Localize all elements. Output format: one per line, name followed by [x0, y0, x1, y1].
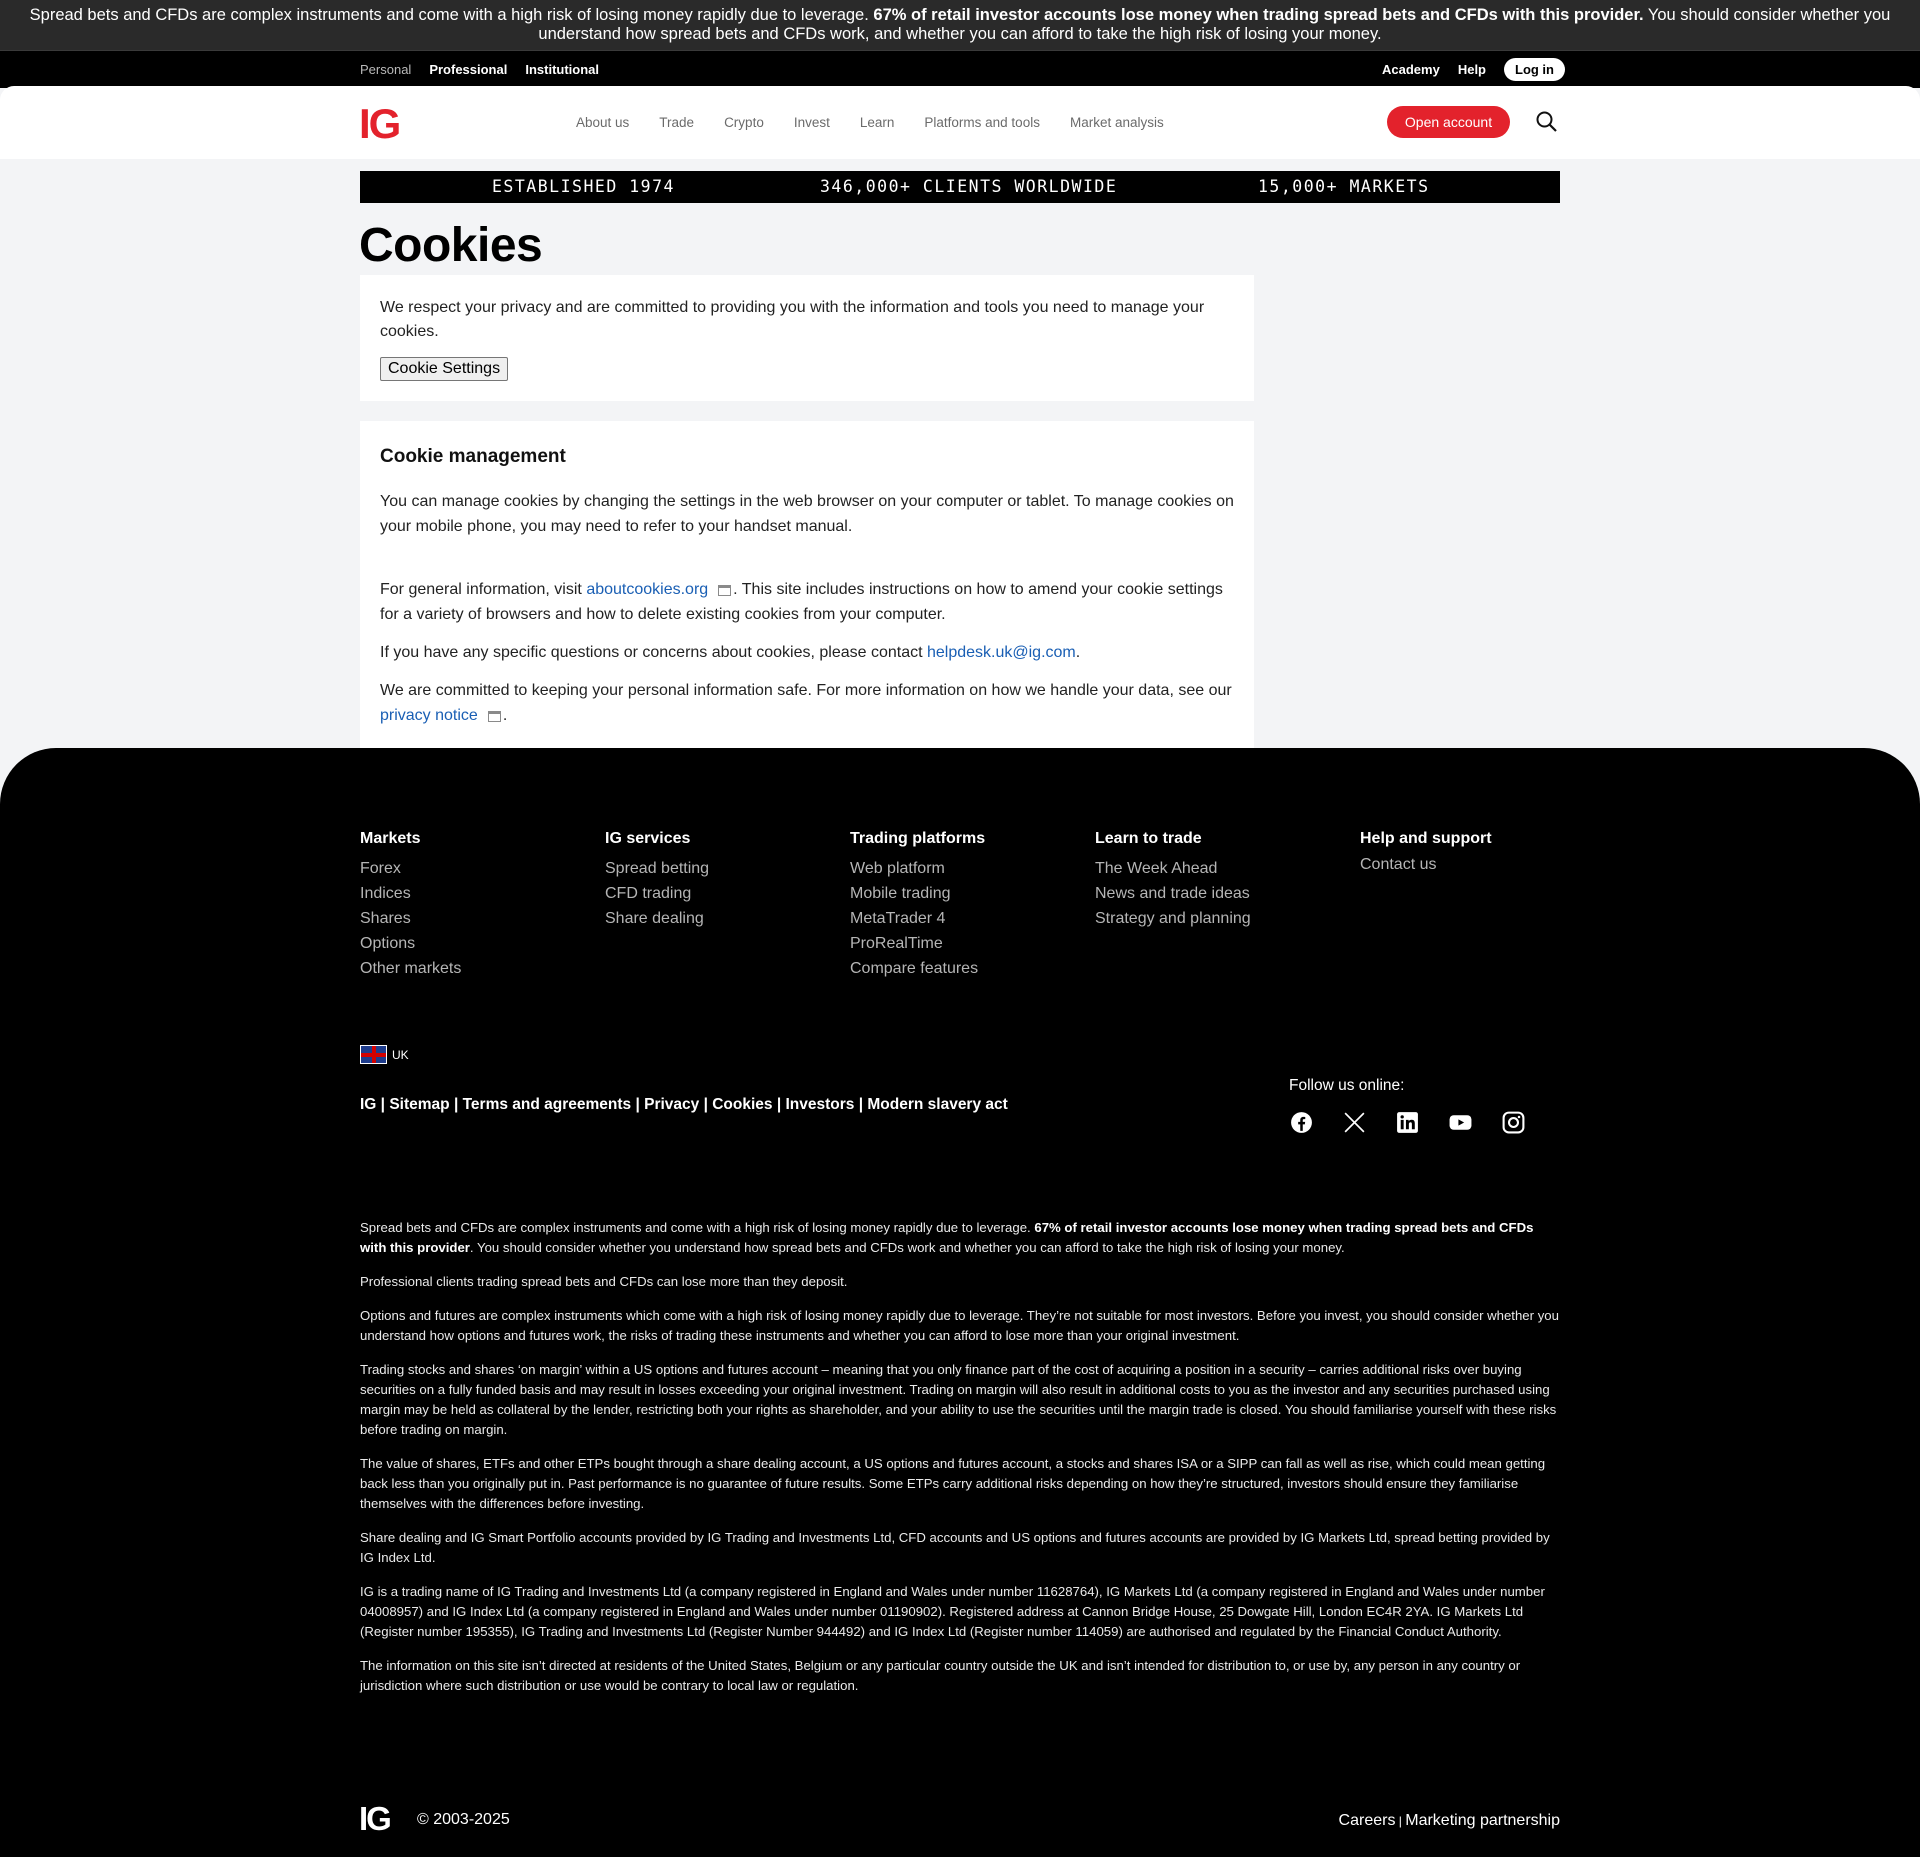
legal-p4: Trading stocks and shares ‘on margin’ within a US options and futures account – meaning that you only finance part of the cost of acquiring a position in a security – carries additional risks over buying securities on a fully funded basis and may result in losses exceeding your original investment. Trading on margin will also result in additional costs to you as the investor and any securities purchased using margin may be held as collateral by the lender, restricting both your rights as shareholder, and your ability to use the securities until the margin trade is closed. You should familiarise yourself with these risks before trading on margin.: [360, 1362, 1557, 1437]
ig-logo[interactable]: IG: [359, 100, 400, 147]
search-icon[interactable]: [1535, 110, 1559, 134]
nav-market-analysis[interactable]: Market analysis: [1069, 115, 1164, 130]
footer-link-strategy-planning[interactable]: Strategy and planning: [1095, 910, 1251, 927]
nav-invest[interactable]: Invest: [793, 115, 830, 130]
legal-p1-lead: Spread bets and CFDs are complex instruments and come with a high risk of losing money rapidly due to leverage.: [360, 1220, 1035, 1235]
legal-p1-tail: . You should consider whether you understand how spread bets and CFDs work and whether you can afford to take the high risk of losing your money.: [469, 1240, 1345, 1255]
stats-bar: [360, 171, 1560, 203]
stat-established: ESTABLISHED 1974: [492, 177, 675, 196]
region-label: UK: [392, 1047, 409, 1062]
legal-p1-bold: 67% of retail investor accounts lose money when trading spread bets and CFDs with this provider: [360, 1220, 1534, 1255]
footer-col-title: Trading platforms: [850, 830, 986, 847]
cookie-management-heading: Cookie management: [380, 446, 566, 467]
legal-p2: Professional clients trading spread bets and CFDs can lose more than they deposit.: [360, 1274, 848, 1289]
nav-learn[interactable]: Learn: [859, 115, 895, 130]
instagram-icon[interactable]: [1501, 1110, 1526, 1135]
x-icon[interactable]: [1342, 1110, 1367, 1135]
footer-link-prorealtime[interactable]: ProRealTime: [850, 935, 943, 952]
main-header: [0, 86, 1920, 159]
footer-link-cfd-trading[interactable]: CFD trading: [605, 885, 692, 902]
main-nav: [576, 115, 1164, 130]
footer-link-privacy[interactable]: Privacy: [644, 1096, 700, 1113]
p4-tail: .: [502, 707, 508, 724]
cookie-management-card: [360, 421, 1254, 748]
linkedin-icon[interactable]: [1395, 1110, 1420, 1135]
risk-bold: 67% of retail investor accounts lose money when trading spread bets and CFDs with this provider.: [873, 6, 1644, 24]
segment-institutional[interactable]: Institutional: [525, 62, 600, 77]
legal-p7: IG is a trading name of IG Trading and Investments Ltd (a company registered in England and Wales under number 11628764), IG Markets Ltd (a company registered in England and Wales under number 04008957) and IG Index Ltd (a company registered in England and Wales under number 01190902). Registered address at Cannon Bridge House, 25 Dowgate Hill, London EC4R 2YA. IG Markets Ltd (Register number 195355), IG Trading and Investments Ltd (Register Number 944492) and IG Index Ltd (Register number 114059) are authorised and regulated by the Financial Conduct Authority.: [360, 1584, 1545, 1639]
cookie-settings-button[interactable]: Cookie Settings: [380, 357, 508, 381]
footer-link-shares[interactable]: Shares: [360, 910, 411, 927]
legal-disclaimer: [360, 1218, 1560, 1710]
risk-lead: Spread bets and CFDs are complex instruments and come with a high risk of losing money rapidly due to leverage.: [29, 6, 874, 24]
footer-link-ig[interactable]: IG: [360, 1096, 377, 1113]
legal-p8: The information on this site isn’t directed at residents of the United States, Belgium or any particular country outside the UK and isn’t intended for distribution to, or use by, any person in any country or jurisdiction where such distribution or use would be contrary to local law or regulation.: [360, 1658, 1521, 1693]
uk-flag-icon: [360, 1045, 387, 1064]
footer-ig-logo[interactable]: IG: [359, 1800, 390, 1837]
footer-link-indices[interactable]: Indices: [360, 885, 411, 902]
helpdesk-email-link[interactable]: helpdesk.uk@ig.com: [926, 644, 1076, 661]
p2-tail: . This site includes instructions on how to amend your cookie settings for a variety of browsers and how to delete existing cookies from your computer.: [380, 581, 1223, 623]
stat-clients: 346,000+ CLIENTS WORLDWIDE: [820, 177, 1118, 196]
footer-link-week-ahead[interactable]: The Week Ahead: [1095, 860, 1218, 877]
footer-link-contact-us[interactable]: Contact us: [1360, 856, 1437, 873]
footer-link-modern-slavery[interactable]: Modern slavery act: [867, 1096, 1008, 1113]
legal-p5: The value of shares, ETFs and other ETPs bought through a share dealing account, a US options and futures account, a stocks and shares ISA or a SIPP can fall as well as rise, which could mean getting back less than you originally put in. Past performance is no guarantee of future results. Some ETPs carry additional risks depending on how they’re structured, investors should ensure they familiarise themselves with the differences before investing.: [360, 1456, 1546, 1511]
legal-p1: [360, 1218, 1560, 1258]
page-title: Cookies: [359, 219, 543, 272]
utility-bar: [0, 50, 1920, 88]
intro-card: [360, 275, 1254, 401]
nav-about-us[interactable]: About us: [576, 115, 630, 130]
help-link[interactable]: Help: [1457, 62, 1486, 77]
social-links: [1289, 1110, 1526, 1135]
marketing-partnership-link[interactable]: Marketing partnership: [1405, 1812, 1560, 1829]
management-p2: [380, 577, 1240, 627]
management-p1: You can manage cookies by changing the settings in the web browser on your computer or tablet. To manage cookies on your mobile phone, you may need to refer to your handset manual.: [380, 493, 1234, 535]
legal-p6: Share dealing and IG Smart Portfolio accounts provided by IG Trading and Investments Ltd, CFD accounts and US options and futures accounts are provided by IG Markets Ltd, spread betting provided by IG Index Ltd.: [360, 1530, 1550, 1565]
nav-platforms-and-tools[interactable]: Platforms and tools: [924, 115, 1040, 130]
aboutcookies-link[interactable]: aboutcookies.org: [586, 581, 709, 598]
external-link-icon: [488, 711, 501, 722]
footer-link-cookies[interactable]: Cookies: [712, 1096, 773, 1113]
footer-col-title: IG services: [605, 830, 691, 847]
footer-link-compare-features[interactable]: Compare features: [850, 960, 979, 977]
copyright: © 2003-2025: [417, 1811, 510, 1828]
footer-bottom-links: Careers | Marketing partnership: [1338, 1812, 1560, 1829]
management-p3: [380, 640, 1240, 665]
nav-crypto[interactable]: Crypto: [724, 115, 764, 130]
footer-link-sitemap[interactable]: Sitemap: [389, 1096, 450, 1113]
footer-link-other-markets[interactable]: Other markets: [360, 960, 462, 977]
region-selector[interactable]: [360, 1045, 409, 1064]
segment-professional[interactable]: Professional: [429, 62, 508, 77]
footer-link-metatrader-4[interactable]: MetaTrader 4: [850, 910, 946, 927]
risk-tail: You should consider whether you understand how spread bets and CFDs work, and whether you can afford to take the high risk of losing your money.: [538, 6, 1891, 43]
footer-col-learn-to-trade: [1095, 830, 1251, 931]
careers-link[interactable]: Careers: [1338, 1812, 1396, 1829]
footer-col-help-support: [1360, 830, 1492, 877]
footer-link-spread-betting[interactable]: Spread betting: [605, 860, 710, 877]
p3-tail: .: [1075, 644, 1081, 661]
footer-link-forex[interactable]: Forex: [360, 860, 401, 877]
open-account-button[interactable]: Open account: [1387, 106, 1510, 138]
facebook-icon[interactable]: [1289, 1110, 1314, 1135]
privacy-notice-link[interactable]: privacy notice: [380, 707, 478, 724]
p3-lead: If you have any specific questions or concerns about cookies, please contact: [380, 644, 927, 661]
footer-col-title: Learn to trade: [1095, 830, 1202, 847]
footer-col-title: Help and support: [1360, 830, 1492, 847]
risk-warning-banner: [0, 0, 1920, 50]
p4-lead: We are committed to keeping your personal information safe. For more information on how we handle your data, see our: [380, 682, 1232, 699]
footer-col-markets: [360, 830, 461, 981]
footer-link-options[interactable]: Options: [360, 935, 416, 952]
footer-col-title: Markets: [360, 830, 421, 847]
footer-legal-links: IG | Sitemap | Terms and agreements | Privacy | Cookies | Investors | Modern slavery act: [360, 1096, 1008, 1113]
site-footer: [0, 748, 1920, 1857]
legal-p3: Options and futures are complex instruments which come with a high risk of losing money rapidly due to leverage. They’re not suitable for most investors. Before you invest, you should consider whether you understand how options and futures work, the risks of trading these instruments and whether you can afford to lose more than your original investment.: [360, 1308, 1559, 1343]
footer-link-news-trade-ideas[interactable]: News and trade ideas: [1095, 885, 1250, 902]
footer-link-investors[interactable]: Investors: [785, 1096, 855, 1113]
segment-personal[interactable]: Personal: [360, 62, 412, 77]
academy-link[interactable]: Academy: [1382, 62, 1440, 77]
footer-link-web-platform[interactable]: Web platform: [850, 860, 945, 877]
nav-trade[interactable]: Trade: [659, 115, 695, 130]
external-link-icon: [718, 585, 731, 596]
youtube-icon[interactable]: [1448, 1110, 1473, 1135]
footer-col-trading-platforms: [850, 830, 985, 981]
follow-us-label: Follow us online:: [1289, 1077, 1405, 1094]
footer-link-terms[interactable]: Terms and agreements: [462, 1096, 632, 1113]
intro-text: We respect your privacy and are committed to providing you with the information and tools you need to manage your cookies.: [380, 299, 1205, 340]
footer-link-mobile-trading[interactable]: Mobile trading: [850, 885, 951, 902]
p2-lead: For general information, visit: [380, 581, 587, 598]
management-p4: [380, 678, 1240, 728]
footer-col-ig-services: [605, 830, 709, 931]
stat-markets: 15,000+ MARKETS: [1258, 177, 1430, 196]
footer-link-share-dealing[interactable]: Share dealing: [605, 910, 704, 927]
login-button[interactable]: Log in: [1504, 58, 1565, 81]
